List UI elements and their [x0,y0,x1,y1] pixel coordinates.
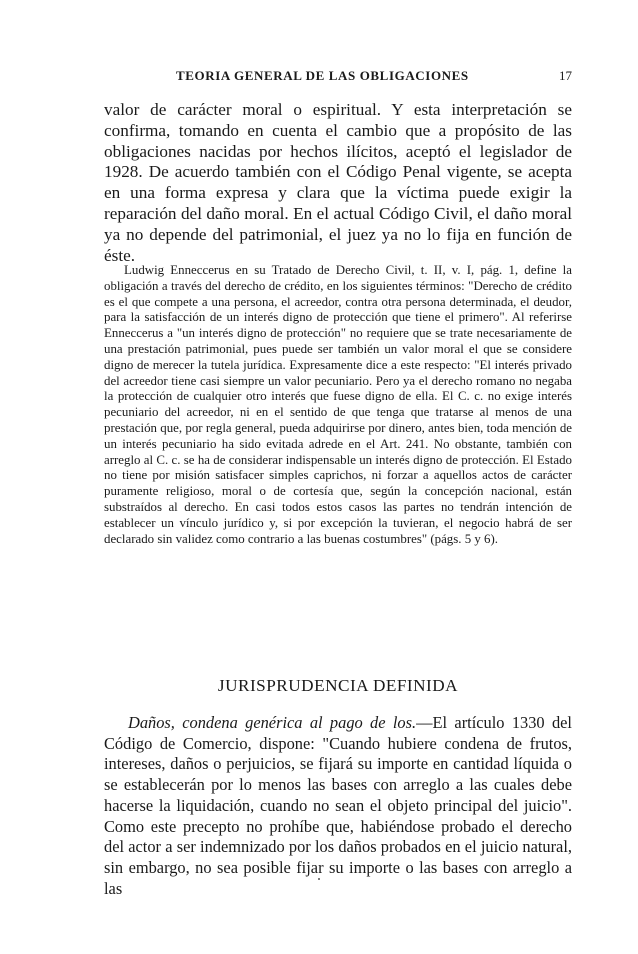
page-number: 17 [559,68,572,83]
header-title: TEORIA GENERAL DE LAS OBLIGACIONES [176,68,469,83]
main-paragraph: valor de carácter moral o espiritual. Y esta interpretación se confirma, tomando en cuenta el cambio que a propósito de las obligaciones nacidas por hechos ilícitos, aceptó el legislador de 1928. De acuerdo también con el Código Penal vigente, se acepta en una forma expresa y clara que la víctima puede exigir la reparación del daño moral. En el actual Código Civil, el daño moral ya no depende del patrimonial, el juez ya no lo fija en función de éste. [104,100,572,265]
footnote-paragraph: Ludwig Enneccerus en su Tratado de Derecho Civil, t. II, v. I, pág. 1, define la obligación a través del derecho de crédito, en los siguientes términos: "Derecho de crédito es el que compete a una persona, el acreedor, contra otra persona determinada, el deudor, para la satisfacción de un interés digno de protección que tiene el primero". Al referirse Enneccerus a "un interés digno de protección" no requiere que se trate necesariamente de una prestación patrimonial, pues puede ser también un valor moral el que se considere digno de merecer la tutela jurídica. Expresamente dice a este respecto: "El interés privado del acreedor tiene casi siempre un valor pecuniario. Pero ya el derecho romano no negaba la protección de cualquier otro interés que fuese digno de ella. El C. c. no exige interés pecuniario del acreedor, ni en el sentido de que tenga que tratarse al menos de una prestación que, por regla general, pueda adquirirse por dinero, antes bien, toda mención de un interés pecuniario ha sido evitada adrede en el Art. 241. No obstante, también con arreglo al C. c. se ha de considerar indispensable un interés digno de protección. El Estado no tiene por misión satisfacer simples caprichos, ni forzar a aquellos actos de carácter puramente religioso, moral o de cortesía que, según la concepción nacional, están substraídos al derecho. En casi todos estos casos las partes no tendrán intención de establecer un vínculo jurídico y, si por excepción la tuvieran, el negocio habrá de ser declarado sin validez como contrario a las buenas costumbres" (págs. 5 y 6). [104,263,572,546]
footer-dot [318,878,320,880]
jurisprudence-paragraph [104,713,572,899]
section-heading: JURISPRUDENCIA DEFINIDA [217,676,459,695]
running-header [104,68,572,88]
jurisprudence-body: —El artículo 1330 del Código de Comercio, dispone: "Cuando hubiere condena de frutos, intereses, daños o perjuicios, se fijará su importe en cantidad líquida o se establecerán por lo menos las bases con arreglo a las cuales debe hacerse la liquidación, cuando no sean el objeto principal del juicio". Como este precepto no prohíbe que, habiéndose probado el derecho del actor a ser indemnizado por los daños probados en el juicio natural, sin embargo, no sea posible fijar su importe o las bases con arreglo a las [104,713,572,898]
jurisprudence-lead: Daños, condena genérica al pago de los. [128,713,417,732]
